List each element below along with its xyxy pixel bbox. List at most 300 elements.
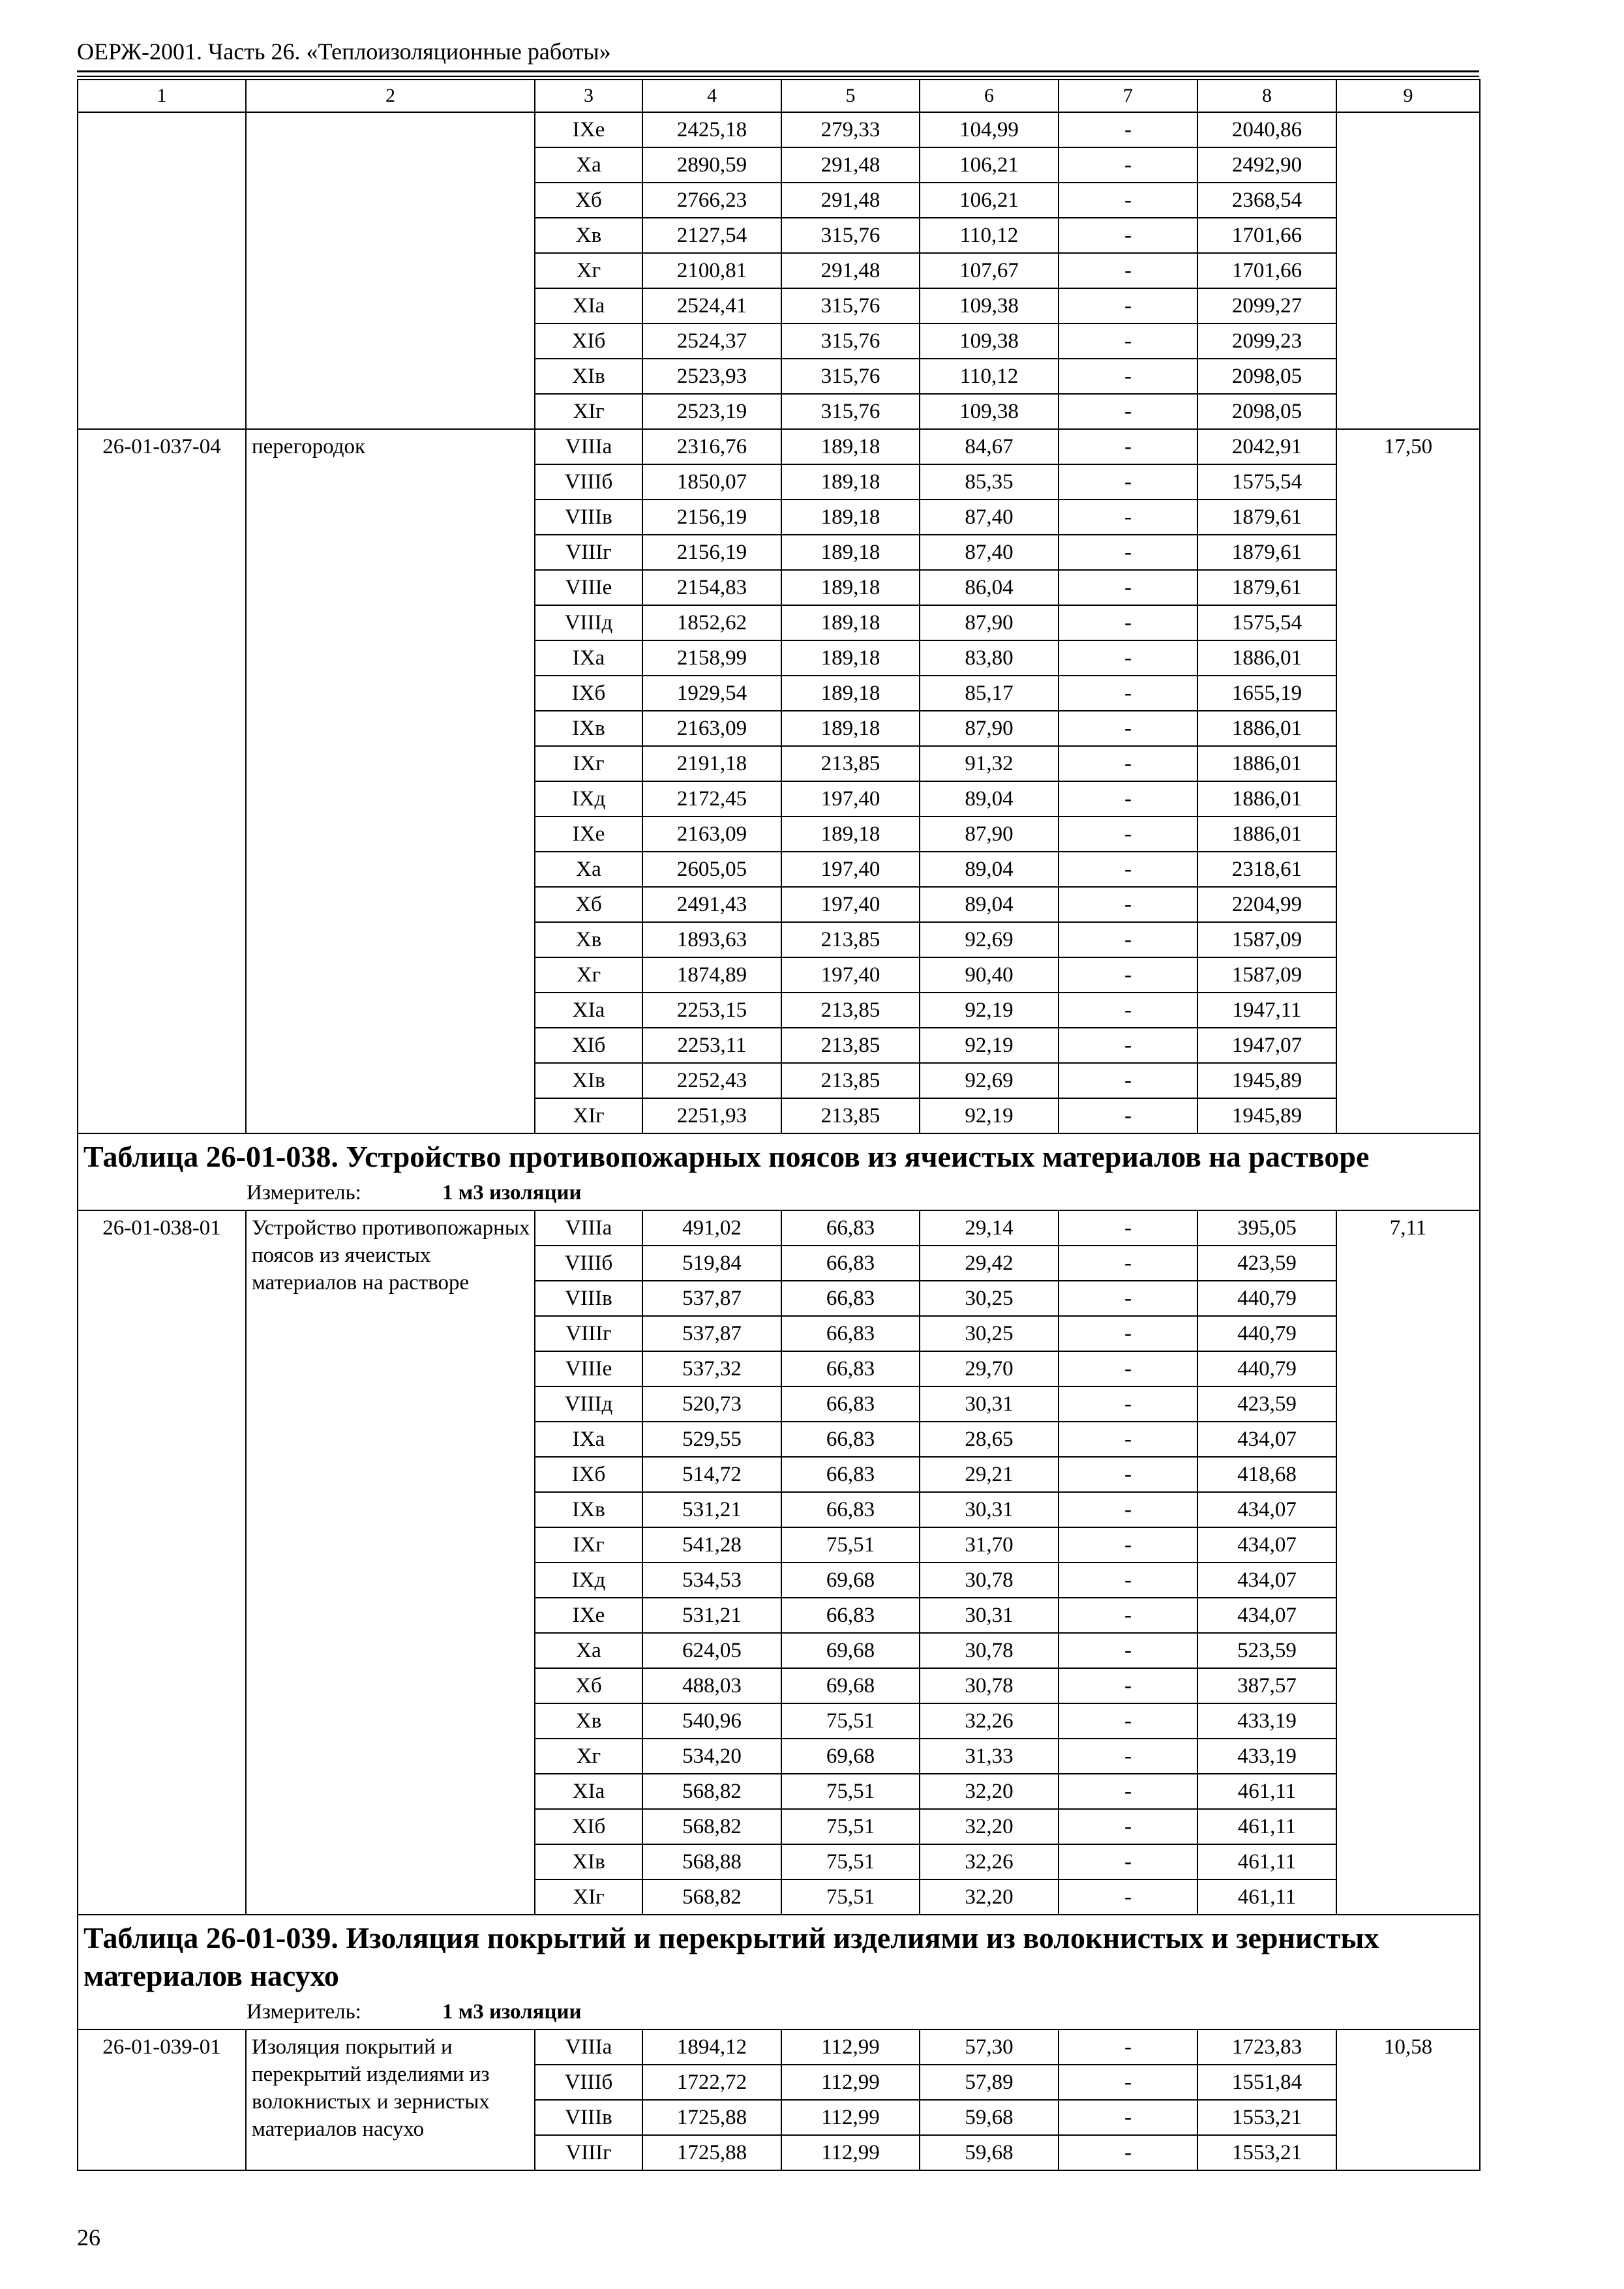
- value-cell: 2766,23: [642, 183, 781, 218]
- value-cell: 85,17: [920, 676, 1059, 711]
- value-cell: 66,83: [781, 1246, 920, 1281]
- value-cell: 1655,19: [1197, 676, 1336, 711]
- value-cell: 66,83: [781, 1422, 920, 1457]
- value-cell: -: [1059, 1281, 1197, 1316]
- value-cell: 213,85: [781, 746, 920, 781]
- value-cell: -: [1059, 1809, 1197, 1844]
- value-cell: 87,90: [920, 711, 1059, 746]
- value-cell: 112,99: [781, 2100, 920, 2135]
- value-cell: 1886,01: [1197, 816, 1336, 852]
- value-cell: 2172,45: [642, 781, 781, 816]
- value-cell: 1879,61: [1197, 535, 1336, 570]
- value-cell: 29,42: [920, 1246, 1059, 1281]
- value-cell: 189,18: [781, 711, 920, 746]
- value-cell: 213,85: [781, 1063, 920, 1098]
- value-cell: -: [1059, 323, 1197, 359]
- value-cell: 461,11: [1197, 1844, 1336, 1879]
- zone-cell: XIв: [535, 1844, 642, 1879]
- value-cell: 534,20: [642, 1739, 781, 1774]
- value-cell: 1929,54: [642, 676, 781, 711]
- value-cell: 90,40: [920, 957, 1059, 993]
- value-cell: -: [1059, 535, 1197, 570]
- column-number: 4: [642, 80, 781, 112]
- value-cell: 440,79: [1197, 1281, 1336, 1316]
- zone-cell: VIIIг: [535, 535, 642, 570]
- zone-cell: XIв: [535, 1063, 642, 1098]
- value-cell: 291,48: [781, 147, 920, 183]
- value-cell: 89,04: [920, 781, 1059, 816]
- value-cell: -: [1059, 112, 1197, 147]
- zone-cell: XIг: [535, 1098, 642, 1133]
- zone-cell: Xб: [535, 1668, 642, 1703]
- zone-cell: Xа: [535, 1633, 642, 1668]
- description-cell: Устройство противопожарных поясов из ячеистых материалов на растворе: [246, 1210, 535, 1915]
- value-cell: 197,40: [781, 852, 920, 887]
- value-cell: 2524,37: [642, 323, 781, 359]
- zone-cell: Xб: [535, 887, 642, 922]
- value-cell: 1886,01: [1197, 711, 1336, 746]
- zone-cell: VIIIв: [535, 1281, 642, 1316]
- value-cell: 57,89: [920, 2065, 1059, 2100]
- value-cell: 107,67: [920, 253, 1059, 288]
- value-cell: 30,78: [920, 1563, 1059, 1598]
- value-cell: -: [1059, 957, 1197, 993]
- value-cell: 2251,93: [642, 1098, 781, 1133]
- value-cell: 66,83: [781, 1316, 920, 1351]
- value-cell: 315,76: [781, 323, 920, 359]
- value-cell: 189,18: [781, 676, 920, 711]
- zone-cell: XIа: [535, 288, 642, 323]
- measure-line: [83, 1178, 1473, 1207]
- header-rule-secondary: [77, 76, 1479, 77]
- value-cell: 30,31: [920, 1386, 1059, 1422]
- value-cell: 92,19: [920, 1028, 1059, 1063]
- value-cell: 69,68: [781, 1668, 920, 1703]
- rate-cell: 17,50: [1336, 429, 1480, 1133]
- value-cell: 2042,91: [1197, 429, 1336, 464]
- value-cell: 1553,21: [1197, 2100, 1336, 2135]
- value-cell: 1886,01: [1197, 640, 1336, 676]
- value-cell: 213,85: [781, 1028, 920, 1063]
- value-cell: 69,68: [781, 1739, 920, 1774]
- value-cell: 440,79: [1197, 1316, 1336, 1351]
- value-cell: -: [1059, 1739, 1197, 1774]
- value-cell: 440,79: [1197, 1351, 1336, 1386]
- value-cell: 1945,89: [1197, 1063, 1336, 1098]
- column-number-row: [78, 80, 1480, 112]
- value-cell: -: [1059, 852, 1197, 887]
- value-cell: 75,51: [781, 1774, 920, 1809]
- value-cell: 461,11: [1197, 1809, 1336, 1844]
- value-cell: 30,25: [920, 1281, 1059, 1316]
- value-cell: 1701,66: [1197, 218, 1336, 253]
- value-cell: -: [1059, 359, 1197, 394]
- value-cell: 2191,18: [642, 746, 781, 781]
- value-cell: 189,18: [781, 816, 920, 852]
- value-cell: 75,51: [781, 1809, 920, 1844]
- value-cell: 523,59: [1197, 1633, 1336, 1668]
- value-cell: 423,59: [1197, 1246, 1336, 1281]
- zone-cell: Xг: [535, 957, 642, 993]
- value-cell: -: [1059, 1844, 1197, 1879]
- value-cell: -: [1059, 1316, 1197, 1351]
- value-cell: 189,18: [781, 640, 920, 676]
- value-cell: -: [1059, 1351, 1197, 1386]
- zone-cell: IXе: [535, 112, 642, 147]
- value-cell: 66,83: [781, 1492, 920, 1527]
- value-cell: -: [1059, 183, 1197, 218]
- value-cell: 189,18: [781, 429, 920, 464]
- value-cell: 2127,54: [642, 218, 781, 253]
- value-cell: 1886,01: [1197, 781, 1336, 816]
- value-cell: 531,21: [642, 1492, 781, 1527]
- value-cell: 2154,83: [642, 570, 781, 605]
- value-cell: 519,84: [642, 1246, 781, 1281]
- table-row: [78, 2029, 1480, 2065]
- zone-cell: VIIIб: [535, 2065, 642, 2100]
- value-cell: 2156,19: [642, 535, 781, 570]
- value-cell: 2318,61: [1197, 852, 1336, 887]
- zone-cell: XIг: [535, 394, 642, 429]
- value-cell: 75,51: [781, 1844, 920, 1879]
- value-cell: 624,05: [642, 1633, 781, 1668]
- value-cell: 213,85: [781, 922, 920, 957]
- table-row: [78, 429, 1480, 464]
- value-cell: 1551,84: [1197, 2065, 1336, 2100]
- value-cell: 2204,99: [1197, 887, 1336, 922]
- value-cell: -: [1059, 570, 1197, 605]
- zone-cell: Xв: [535, 1703, 642, 1739]
- value-cell: 537,87: [642, 1281, 781, 1316]
- value-cell: 1947,07: [1197, 1028, 1336, 1063]
- description-cell: перегородок: [246, 429, 535, 1133]
- value-cell: 1725,88: [642, 2135, 781, 2170]
- value-cell: 197,40: [781, 957, 920, 993]
- value-cell: -: [1059, 1386, 1197, 1422]
- zone-cell: IXд: [535, 1563, 642, 1598]
- header-rule: [77, 70, 1479, 72]
- value-cell: 2605,05: [642, 852, 781, 887]
- value-cell: -: [1059, 993, 1197, 1028]
- code-cell: 26-01-039-01: [78, 2029, 246, 2170]
- value-cell: -: [1059, 711, 1197, 746]
- value-cell: 2156,19: [642, 500, 781, 535]
- zone-cell: VIIIб: [535, 1246, 642, 1281]
- zone-cell: VIIIе: [535, 1351, 642, 1386]
- value-cell: 1947,11: [1197, 993, 1336, 1028]
- value-cell: 1553,21: [1197, 2135, 1336, 2170]
- value-cell: 89,04: [920, 852, 1059, 887]
- zone-cell: IXб: [535, 1457, 642, 1492]
- value-cell: 112,99: [781, 2135, 920, 2170]
- value-cell: 2491,43: [642, 887, 781, 922]
- value-cell: -: [1059, 1457, 1197, 1492]
- table-title-row: [78, 1133, 1480, 1210]
- value-cell: -: [1059, 816, 1197, 852]
- measure-label: Измеритель:: [247, 2000, 361, 2024]
- value-cell: -: [1059, 147, 1197, 183]
- zone-cell: IXе: [535, 816, 642, 852]
- value-cell: 66,83: [781, 1457, 920, 1492]
- value-cell: -: [1059, 2065, 1197, 2100]
- column-number: 3: [535, 80, 642, 112]
- value-cell: -: [1059, 640, 1197, 676]
- value-cell: 537,32: [642, 1351, 781, 1386]
- value-cell: 106,21: [920, 183, 1059, 218]
- value-cell: -: [1059, 1422, 1197, 1457]
- value-cell: 32,20: [920, 1809, 1059, 1844]
- value-cell: 291,48: [781, 253, 920, 288]
- value-cell: 434,07: [1197, 1563, 1336, 1598]
- value-cell: 2098,05: [1197, 359, 1336, 394]
- value-cell: 2492,90: [1197, 147, 1336, 183]
- zone-cell: VIIIб: [535, 464, 642, 500]
- value-cell: 1945,89: [1197, 1098, 1336, 1133]
- value-cell: 69,68: [781, 1563, 920, 1598]
- value-cell: -: [1059, 1063, 1197, 1098]
- value-cell: 213,85: [781, 993, 920, 1028]
- value-cell: 197,40: [781, 781, 920, 816]
- zone-cell: VIIIг: [535, 2135, 642, 2170]
- value-cell: 2163,09: [642, 816, 781, 852]
- value-cell: 568,82: [642, 1879, 781, 1915]
- value-cell: 59,68: [920, 2100, 1059, 2135]
- value-cell: 2163,09: [642, 711, 781, 746]
- value-cell: 106,21: [920, 147, 1059, 183]
- value-cell: -: [1059, 1028, 1197, 1063]
- value-cell: 86,04: [920, 570, 1059, 605]
- value-cell: -: [1059, 887, 1197, 922]
- rate-cell: 10,58: [1336, 2029, 1480, 2170]
- value-cell: 434,07: [1197, 1492, 1336, 1527]
- value-cell: 32,26: [920, 1844, 1059, 1879]
- value-cell: 66,83: [781, 1210, 920, 1246]
- value-cell: 31,33: [920, 1739, 1059, 1774]
- value-cell: 418,68: [1197, 1457, 1336, 1492]
- value-cell: 69,68: [781, 1633, 920, 1668]
- value-cell: 2523,93: [642, 359, 781, 394]
- value-cell: 30,78: [920, 1633, 1059, 1668]
- value-cell: -: [1059, 1633, 1197, 1668]
- value-cell: 29,14: [920, 1210, 1059, 1246]
- value-cell: 213,85: [781, 1098, 920, 1133]
- value-cell: 109,38: [920, 323, 1059, 359]
- value-cell: 2098,05: [1197, 394, 1336, 429]
- value-cell: -: [1059, 429, 1197, 464]
- value-cell: 461,11: [1197, 1774, 1336, 1809]
- value-cell: 2523,19: [642, 394, 781, 429]
- value-cell: 2252,43: [642, 1063, 781, 1098]
- value-cell: 568,88: [642, 1844, 781, 1879]
- zone-cell: Xв: [535, 922, 642, 957]
- value-cell: -: [1059, 1703, 1197, 1739]
- rate-cell: 7,11: [1336, 1210, 1480, 1915]
- zone-cell: XIв: [535, 359, 642, 394]
- zone-cell: IXа: [535, 640, 642, 676]
- value-cell: 488,03: [642, 1668, 781, 1703]
- value-cell: 2316,76: [642, 429, 781, 464]
- value-cell: 529,55: [642, 1422, 781, 1457]
- value-cell: 291,48: [781, 183, 920, 218]
- value-cell: 1886,01: [1197, 746, 1336, 781]
- value-cell: 66,83: [781, 1598, 920, 1633]
- value-cell: -: [1059, 2100, 1197, 2135]
- value-cell: 1879,61: [1197, 570, 1336, 605]
- value-cell: 189,18: [781, 605, 920, 640]
- value-cell: -: [1059, 1492, 1197, 1527]
- value-cell: 433,19: [1197, 1703, 1336, 1739]
- value-cell: 32,20: [920, 1879, 1059, 1915]
- value-cell: 537,87: [642, 1316, 781, 1351]
- value-cell: 89,04: [920, 887, 1059, 922]
- value-cell: -: [1059, 2135, 1197, 2170]
- value-cell: 189,18: [781, 464, 920, 500]
- zone-cell: VIIIд: [535, 1386, 642, 1422]
- value-cell: 75,51: [781, 1879, 920, 1915]
- value-cell: 189,18: [781, 570, 920, 605]
- zone-cell: IXа: [535, 1422, 642, 1457]
- value-cell: 1852,62: [642, 605, 781, 640]
- value-cell: 87,90: [920, 816, 1059, 852]
- value-cell: 2524,41: [642, 288, 781, 323]
- description-cell: Изоляция покрытий и перекрытий изделиями из волокнистых и зернистых материалов насухо: [246, 2029, 535, 2170]
- value-cell: 31,70: [920, 1527, 1059, 1563]
- value-cell: 461,11: [1197, 1879, 1336, 1915]
- value-cell: 2890,59: [642, 147, 781, 183]
- value-cell: -: [1059, 218, 1197, 253]
- value-cell: 92,19: [920, 1098, 1059, 1133]
- value-cell: 92,19: [920, 993, 1059, 1028]
- column-number: 7: [1059, 80, 1197, 112]
- zone-cell: IXг: [535, 746, 642, 781]
- value-cell: 2099,27: [1197, 288, 1336, 323]
- value-cell: 395,05: [1197, 1210, 1336, 1246]
- value-cell: 112,99: [781, 2029, 920, 2065]
- value-cell: 189,18: [781, 500, 920, 535]
- zone-cell: IXг: [535, 1527, 642, 1563]
- value-cell: -: [1059, 1879, 1197, 1915]
- value-cell: 91,32: [920, 746, 1059, 781]
- value-cell: 540,96: [642, 1703, 781, 1739]
- zone-cell: VIIIа: [535, 429, 642, 464]
- zone-cell: Xа: [535, 852, 642, 887]
- zone-cell: XIг: [535, 1879, 642, 1915]
- value-cell: 387,57: [1197, 1668, 1336, 1703]
- value-cell: 1879,61: [1197, 500, 1336, 535]
- zone-cell: XIб: [535, 323, 642, 359]
- value-cell: -: [1059, 2029, 1197, 2065]
- value-cell: 2425,18: [642, 112, 781, 147]
- value-cell: 534,53: [642, 1563, 781, 1598]
- value-cell: 1723,83: [1197, 2029, 1336, 2065]
- value-cell: -: [1059, 1668, 1197, 1703]
- zone-cell: XIб: [535, 1809, 642, 1844]
- value-cell: 1894,12: [642, 2029, 781, 2065]
- value-cell: 279,33: [781, 112, 920, 147]
- measure-line: [83, 1997, 1473, 2026]
- value-cell: 104,99: [920, 112, 1059, 147]
- zone-cell: VIIIв: [535, 2100, 642, 2135]
- zone-cell: IXв: [535, 711, 642, 746]
- value-cell: 1893,63: [642, 922, 781, 957]
- zone-cell: Xг: [535, 1739, 642, 1774]
- zone-cell: XIб: [535, 1028, 642, 1063]
- value-cell: 2253,11: [642, 1028, 781, 1063]
- value-cell: 1725,88: [642, 2100, 781, 2135]
- value-cell: 1850,07: [642, 464, 781, 500]
- value-cell: 491,02: [642, 1210, 781, 1246]
- value-cell: 1575,54: [1197, 464, 1336, 500]
- value-cell: 87,40: [920, 535, 1059, 570]
- value-cell: 87,90: [920, 605, 1059, 640]
- value-cell: -: [1059, 394, 1197, 429]
- page-number: 26: [77, 2224, 100, 2251]
- value-cell: 83,80: [920, 640, 1059, 676]
- rate-cell: [1336, 112, 1480, 429]
- zone-cell: IXб: [535, 676, 642, 711]
- value-cell: 75,51: [781, 1703, 920, 1739]
- value-cell: 30,25: [920, 1316, 1059, 1351]
- zone-cell: Xв: [535, 218, 642, 253]
- value-cell: -: [1059, 253, 1197, 288]
- table-title: Таблица 26-01-038. Устройство противопожарных поясов из ячеистых материалов на растворе: [83, 1140, 1370, 1173]
- value-cell: 109,38: [920, 394, 1059, 429]
- value-cell: 112,99: [781, 2065, 920, 2100]
- zone-cell: Xб: [535, 183, 642, 218]
- value-cell: 433,19: [1197, 1739, 1336, 1774]
- value-cell: -: [1059, 1598, 1197, 1633]
- value-cell: 32,26: [920, 1703, 1059, 1739]
- page-header: ОЕРЖ-2001. Часть 26. «Теплоизоляционные работы»: [77, 38, 611, 65]
- value-cell: 315,76: [781, 359, 920, 394]
- value-cell: 189,18: [781, 535, 920, 570]
- column-number: 1: [78, 80, 246, 112]
- value-cell: 30,31: [920, 1598, 1059, 1633]
- table-row: [78, 112, 1480, 147]
- value-cell: 92,69: [920, 1063, 1059, 1098]
- value-cell: -: [1059, 464, 1197, 500]
- value-cell: -: [1059, 1098, 1197, 1133]
- zone-cell: IXе: [535, 1598, 642, 1633]
- column-number: 8: [1197, 80, 1336, 112]
- value-cell: 32,20: [920, 1774, 1059, 1809]
- table-title: Таблица 26-01-039. Изоляция покрытий и перекрытий изделиями из волокнистых и зернистых материалов насухо: [83, 1921, 1379, 1992]
- table-title-cell: [78, 1133, 1480, 1210]
- value-cell: 59,68: [920, 2135, 1059, 2170]
- column-number: 5: [781, 80, 920, 112]
- value-cell: 92,69: [920, 922, 1059, 957]
- zone-cell: IXв: [535, 1492, 642, 1527]
- value-cell: 30,78: [920, 1668, 1059, 1703]
- zone-cell: VIIIа: [535, 1210, 642, 1246]
- measure-label: Измеритель:: [247, 1181, 361, 1204]
- value-cell: 568,82: [642, 1809, 781, 1844]
- value-cell: 531,21: [642, 1598, 781, 1633]
- value-cell: -: [1059, 676, 1197, 711]
- value-cell: 66,83: [781, 1386, 920, 1422]
- value-cell: 2040,86: [1197, 112, 1336, 147]
- value-cell: 315,76: [781, 394, 920, 429]
- table-row: [78, 1210, 1480, 1246]
- value-cell: 1587,09: [1197, 922, 1336, 957]
- value-cell: 2099,23: [1197, 323, 1336, 359]
- value-cell: 1587,09: [1197, 957, 1336, 993]
- value-cell: -: [1059, 1774, 1197, 1809]
- value-cell: 520,73: [642, 1386, 781, 1422]
- value-cell: -: [1059, 1210, 1197, 1246]
- value-cell: 57,30: [920, 2029, 1059, 2065]
- zone-cell: VIIIа: [535, 2029, 642, 2065]
